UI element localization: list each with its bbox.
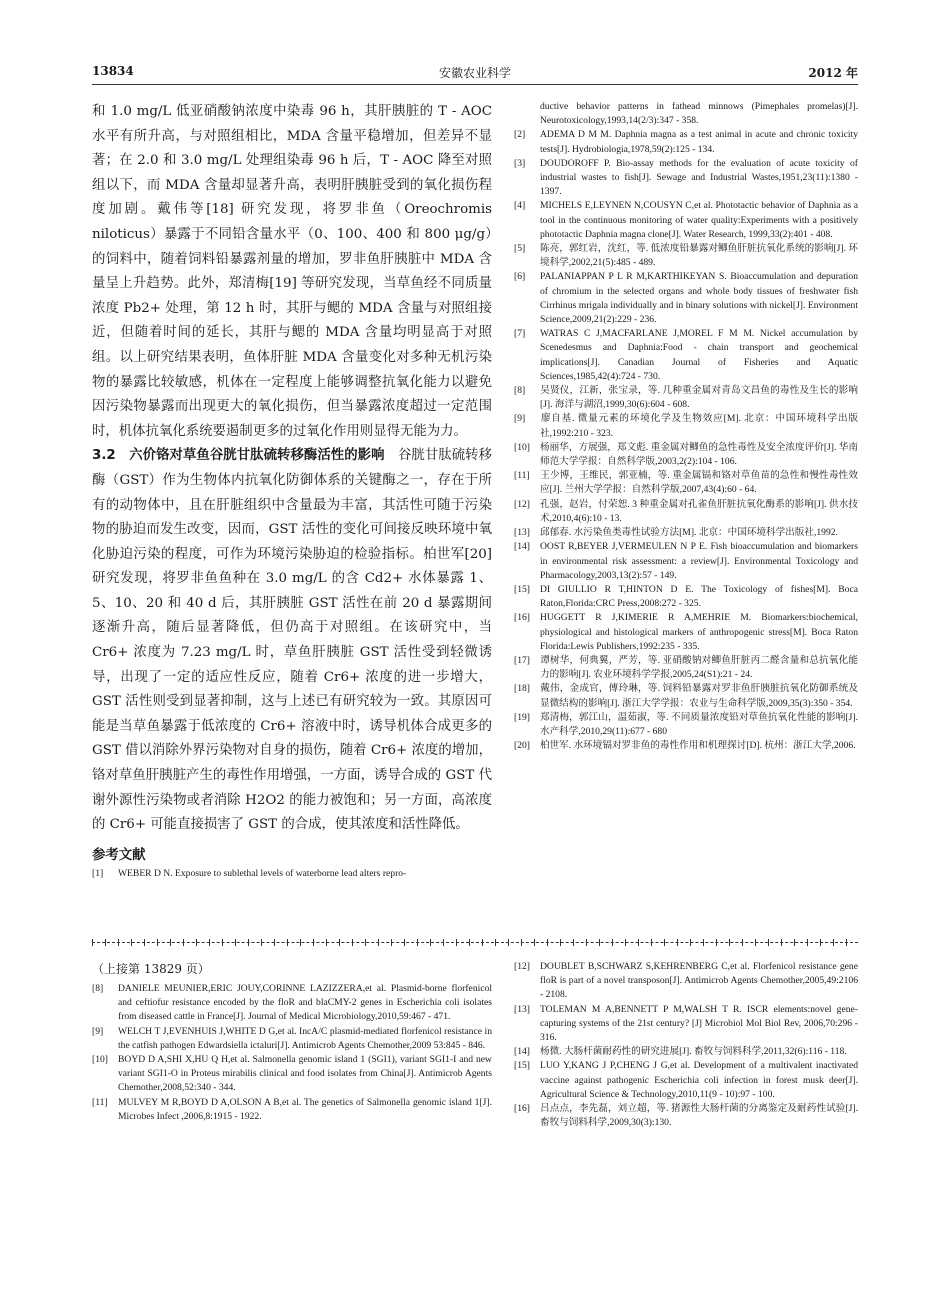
reference-number: [16] bbox=[514, 612, 530, 624]
reference-item bbox=[514, 654, 858, 682]
references-heading: 参考文献 bbox=[92, 847, 146, 863]
reference-item bbox=[514, 128, 858, 156]
reference-item bbox=[514, 960, 858, 1003]
body-paragraph: 和 1.0 mg/L 低亚硝酸钠浓度中染毒 96 h，其肝胰脏的 T - AOC 水平有所升高，与对照组相比，MDA 含量平稳增加，但差异不显著；在 2.0 和 3.0 mg/L 处理组染毒 96 h 后，T - AOC 降至对照组以下，而 MDA 含量却显著升高，表明肝胰脏受到的氧化损伤程度加剧。戴伟等[18] 研究发现，将罗非鱼（Oreochromis niloticus）暴露于不同铅含量水平（0、100、400 和 800 μg/g）的饲料中，随着饲料铅暴露剂量的增加，罗非鱼肝胰脏中 MDA 含量呈上升趋势。此外，郑清梅[19] 等研究发现，当草鱼经不同质量浓度 Pb2+ 处理，第 12 h 时，其肝与鳃的 MDA 含量与对照组接近，但随着时间的延长，其肝与鳃的 MDA 含量均明显高于对照组。以上研究结果表明，鱼体肝脏 MDA 含量变化对多种无机污染物的暴露比较敏感，机体在一定程度上能够调整抗氧化能力以避免因污染物暴露而出现更大的氧化损伤，但当暴露浓度超过一定范围时，机体抗氧化系统要遏制更多的过氧化作用则显得无能为力。 bbox=[92, 104, 492, 439]
reference-number: [8] bbox=[514, 385, 526, 397]
reference-number: [14] bbox=[514, 541, 530, 553]
reference-number: [12] bbox=[514, 961, 530, 972]
reference-item bbox=[514, 711, 858, 739]
reference-item bbox=[514, 739, 858, 753]
reference-text: 邱郁春. 水污染鱼类毒性试验方法[M]. 北京：中国环境科学出版社,1992. bbox=[540, 527, 838, 539]
section-body: 谷胱甘肽硫转移酶（GST）作为生物体内抗氧化防御体系的关键酶之一，存在于所有的动物体中，且在肝脏组织中含量最为丰富，其活性可随于污染物的胁迫而发生改变，因而，GST 活性的变化可间接反映环境中氧化胁迫污染的程度，可作为环境污染胁迫的检验指标。柏世军[20] 研究发现，将罗非鱼鱼种在 3.0 mg/L 的含 Cd2+ 水体暴露 1、5、10、20 和 40 d 后，其肝胰脏 GST 活性在前 20 d 暴露期间逐渐升高，随后显著降低，但仍高于对照组。在该研究中，当 Cr6+ 浓度为 7.23 mg/L 时，草鱼肝胰脏 GST 活性受到轻微诱导，出现了一定的适应性反应，随着 Cr6+ 浓度的进一步增大，GST 活性则受到显著抑制，这与上述已有研究较为一致。其原因可能是当草鱼暴露于低浓度的 Cr6+ 溶液中时，诱导机体合成更多的 GST 借以消除外界污染物对自身的损伤，随着 Cr6+ 浓度的增加，铬对草鱼肝胰脏产生的毒性作用增强，一方面，诱导合成的 GST 代谢外源性污染物或者消除 H2O2 的能力被饱和；另一方面，高浓度的 Cr6+ 可能直接损害了 GST 的合成，使其浓度和活性降低。 bbox=[92, 448, 492, 833]
reference-number: [11] bbox=[514, 470, 530, 482]
reference-text: LUO Y,KANG J P,CHENG J G,et al. Development of a multivalent inactivated vaccine against pathogenic Escherichia coli infection in forest musk deer[J]. Agricultural Science & Technology,2010,11(9 - 10):97 - 100. bbox=[540, 1060, 858, 1100]
reference-item bbox=[514, 611, 858, 654]
reference-number: [4] bbox=[514, 200, 526, 212]
references-list-right bbox=[514, 100, 858, 753]
reference-text: ductive behavior patterns in fathead minnows (Pimephales promelas)[J]. Neurotoxicology,1993,14(2/3):347 - 358. bbox=[540, 101, 858, 127]
reference-text: 吴贤仪，江新，张宝录，等. 几种重金属对青岛文昌鱼的毒性及生长的影响[J]. 海洋与湖沼,1999,30(6):604 - 608. bbox=[540, 385, 858, 411]
reference-item bbox=[514, 412, 858, 440]
reference-number: [7] bbox=[514, 328, 526, 340]
reference-number: [15] bbox=[514, 1060, 530, 1072]
reference-text: ADEMA D M M. Daphnia magna as a test animal in acute and chronic toxicity tests[J]. Hydrobiologia,1978,59(2):125 - 134. bbox=[540, 129, 858, 155]
reference-number: [17] bbox=[514, 654, 530, 666]
reference-item bbox=[514, 270, 858, 327]
section-heading: 3.2 六价铬对草鱼谷胱甘肽硫转移酶活性的影响 bbox=[92, 448, 385, 464]
reference-text: 谭树华，何典翼，严芳，等. 亚硝酸钠对鲫鱼肝脏丙二醛含量和总抗氧化能力的影响[J]. 农业环境科学学报,2005,24(S1):21 - 24. bbox=[540, 654, 858, 681]
bottom-right-column bbox=[514, 960, 858, 1130]
reference-number: [9] bbox=[92, 1025, 104, 1037]
reference-item bbox=[514, 441, 858, 469]
reference-item bbox=[92, 982, 492, 1025]
reference-text: HUGGETT R J,KIMERIE R A,MEHRIE M. Biomarkers:biochemical, physiological and histological markers of anthropogenic stress[M]. Boca Raton Florida:Lewis Publishers,1992:235 - 335. bbox=[540, 612, 858, 652]
reference-text: 郑清梅，郭江山，温茹淑，等. 不同质量浓度铅对草鱼抗氧化性能的影响[J]. 水产科学,2010,29(11):677 - 680 bbox=[540, 711, 858, 737]
reference-number: [11] bbox=[92, 1096, 108, 1108]
reference-number: [9] bbox=[514, 413, 526, 425]
reference-item bbox=[514, 1003, 858, 1046]
reference-item bbox=[514, 1045, 858, 1059]
reference-text: 陈亮，郭红岩，沈红，等. 低浓度铅暴露对鲫鱼肝脏抗氧化系统的影响[J]. 环境科学,2002,21(5):485 - 489. bbox=[540, 243, 858, 269]
reference-number: [19] bbox=[514, 711, 530, 723]
reference-number: [15] bbox=[514, 583, 530, 595]
reference-text: PALANIAPPAN P L R M,KARTHIKEYAN S. Bioaccumulation and depuration of chromium in the selected organs and whole body tissues of freshwater fish Cirrhinus mrigala individually and in binary solutions with nickel[J]. Environment Science,2009,21(2):229 - 236. bbox=[540, 271, 858, 326]
reference-text: WATRAS C J,MACFARLANE J,MOREL F M M. Nickel accumulation by Scenedesmus and Daphnia:Food - chain transport and geochemical implications[J]. Canadian Journal of Fisheries and Aquatic Sciences,1985,42(4):724 - 730. bbox=[540, 328, 858, 382]
reference-text: 王少博，王维民，郭亚楠，等. 重金属镉和铬对草鱼苗的急性和慢性毒性效应[J]. 兰州大学学报：自然科学版,2007,43(4):60 - 64. bbox=[540, 470, 858, 496]
reference-text: 杨丽华，方展强，郑文彪. 重金属对鲫鱼的急性毒性及安全浓度评价[J]. 华南师范大学学报：自然科学版,2003,2(2):104 - 106. bbox=[540, 441, 858, 468]
reference-text: DOUBLET B,SCHWARZ S,KEHRENBERG C,et al. Florfenicol resistance gene floR is part of a novel transposon[J]. Antimicrob Agents Chemother,2005,49:2106 - 2108. bbox=[540, 961, 858, 1001]
publication-year: 2012 年 bbox=[808, 66, 858, 80]
reference-text: WELCH T J,EVENHUIS J,WHITE D G,et al. IncA/C plasmid-mediated florfenicol resistance in the catfish pathogen Edwardsiella ictaluri[J]. Antimicrob Agents Chemother,2009 53:845 - 846. bbox=[118, 1025, 492, 1051]
reference-number: [8] bbox=[92, 983, 104, 994]
reference-item bbox=[92, 1053, 492, 1096]
reference-number: [10] bbox=[514, 441, 530, 453]
reference-text: 柏世军. 水环境镉对罗非鱼的毒性作用和机理探讨[D]. 杭州：浙江大学,2006. bbox=[540, 740, 856, 752]
reference-text: 戴伟，金成官，傅玲琳，等. 饲料铅暴露对罗非鱼肝胰脏抗氧化防御系统及显微结构的影响[J]. 浙江大学学报：农业与生命科学版,2009,35(3):350 - 354. bbox=[540, 683, 858, 709]
reference-item bbox=[514, 384, 858, 412]
reference-number: [13] bbox=[514, 527, 530, 539]
references-list-left bbox=[92, 867, 492, 881]
reference-text: DI GIULLIO R T,HINTON D E. The Toxicology of fishes[M]. Boca Raton,Florida:CRC Press,2008:272 - 325. bbox=[540, 583, 858, 610]
section-3-2 bbox=[92, 444, 492, 838]
reference-number: [14] bbox=[514, 1046, 530, 1058]
article-separator bbox=[92, 942, 858, 943]
reference-number: [16] bbox=[514, 1103, 530, 1115]
reference-number: [12] bbox=[514, 498, 530, 510]
journal-title: 安徽农业科学 bbox=[438, 66, 511, 80]
left-column bbox=[92, 100, 492, 881]
reference-item bbox=[514, 526, 858, 540]
page-number: 13834 bbox=[92, 64, 134, 78]
reference-text: 廖自基. 微量元素的环境化学及生物效应[M]. 北京：中国环境科学出版社,1992:210 - 323. bbox=[540, 413, 858, 439]
reference-item bbox=[514, 682, 858, 710]
reference-item bbox=[514, 498, 858, 526]
reference-text: MULVEY M R,BOYD D A,OLSON A B,et al. The genetics of Salmonella genomic island 1[J]. Microbes Infect ,2006,8:1915 - 1922. bbox=[118, 1096, 492, 1122]
reference-text: OOST R,BEYER J,VERMEULEN N P E. Fish bioaccumulation and biomarkers in environmental risk assessment: a review[J]. Environmental Toxicology and Pharmacology,2003,13(2):57 - 149. bbox=[540, 541, 858, 581]
reference-item bbox=[514, 540, 858, 583]
reference-item bbox=[514, 242, 858, 270]
right-column bbox=[514, 100, 858, 753]
continued-references-right bbox=[514, 960, 858, 1130]
continuation-note: （上接第 13829 页） bbox=[92, 962, 210, 976]
reference-number: [2] bbox=[514, 129, 526, 141]
reference-item bbox=[514, 199, 858, 242]
reference-number: [5] bbox=[514, 243, 526, 255]
reference-number: [20] bbox=[514, 740, 530, 752]
reference-item bbox=[514, 1102, 858, 1130]
reference-item bbox=[514, 583, 858, 611]
bottom-left-column bbox=[92, 960, 492, 1124]
reference-number: [13] bbox=[514, 1003, 530, 1015]
reference-text: BOYD D A,SHI X,HU Q H,et al. Salmonella genomic island 1 (SGI1), variant SGI1-I and new variant SGI1-O in Proteus mirabilis clinical and food isolates from China[J]. Antimicrob Agents Chemother,2008,52:340 - 344. bbox=[118, 1054, 492, 1094]
reference-text: 孔强，赵岩，付荣恕. 3 种重金属对孔雀鱼肝脏抗氧化酶系的影响[J]. 供水技术,2010,4(6):10 - 13. bbox=[540, 498, 858, 524]
reference-text: 杨微. 大肠杆菌耐药性的研究进展[J]. 畜牧与饲料科学,2011,32(6):116 - 118. bbox=[540, 1046, 847, 1058]
page-header bbox=[92, 62, 858, 85]
reference-item bbox=[514, 100, 858, 128]
continued-references-left bbox=[92, 982, 492, 1124]
reference-text: 吕点点，李先磊，刘立超，等. 猪源性大肠杆菌的分离鉴定及耐药性试验[J]. 畜牧与饲料科学,2009,30(3):130. bbox=[540, 1103, 858, 1129]
reference-item bbox=[514, 157, 858, 200]
reference-item bbox=[92, 1096, 492, 1124]
reference-text: DANIELE MEUNIER,ERIC JOUY,CORINNE LAZIZZERA,et al. Plasmid-borne florfenicol and ceftiofur resistance encoded by the floR and blaCMY-2 genes in Escherichia coli isolates from diseased cattle in France[J]. Journal of Medical Microbiology,2010,59:467 - 471. bbox=[118, 983, 492, 1023]
reference-item bbox=[514, 469, 858, 497]
reference-text: DOUDOROFF P. Bio-assay methods for the evaluation of acute toxicity of industrial wastes to fish[J]. Sewage and Industrial Wastes,1951,23(11):1380 - 1397. bbox=[540, 157, 858, 198]
reference-text: TOLEMAN M A,BENNETT P M,WALSH T R. ISCR elements:novel gene-capturing systems of the 21st century? [J] Microbiol Mol Biol Rev, 2006,70:296 - 316. bbox=[540, 1003, 858, 1044]
reference-item bbox=[92, 867, 492, 881]
reference-item bbox=[514, 1059, 858, 1102]
reference-item bbox=[514, 327, 858, 384]
reference-number: [18] bbox=[514, 683, 530, 695]
reference-number: [1] bbox=[92, 867, 104, 879]
reference-number: [3] bbox=[514, 157, 526, 169]
reference-text: WEBER D N. Exposure to sublethal levels of waterborne lead alters repro- bbox=[118, 867, 407, 879]
reference-text: MICHELS E,LEYNEN N,COUSYN C,et al. Phototactic behavior of Daphnia as a tool in the continuous monitoring of water quality:Experiments with a positively phototactic Daphnia magna clone[J]. Water Research, 1999,33(2):401 - 408. bbox=[540, 200, 858, 240]
reference-number: [6] bbox=[514, 271, 526, 283]
reference-item bbox=[92, 1025, 492, 1053]
reference-number: [10] bbox=[92, 1054, 108, 1066]
